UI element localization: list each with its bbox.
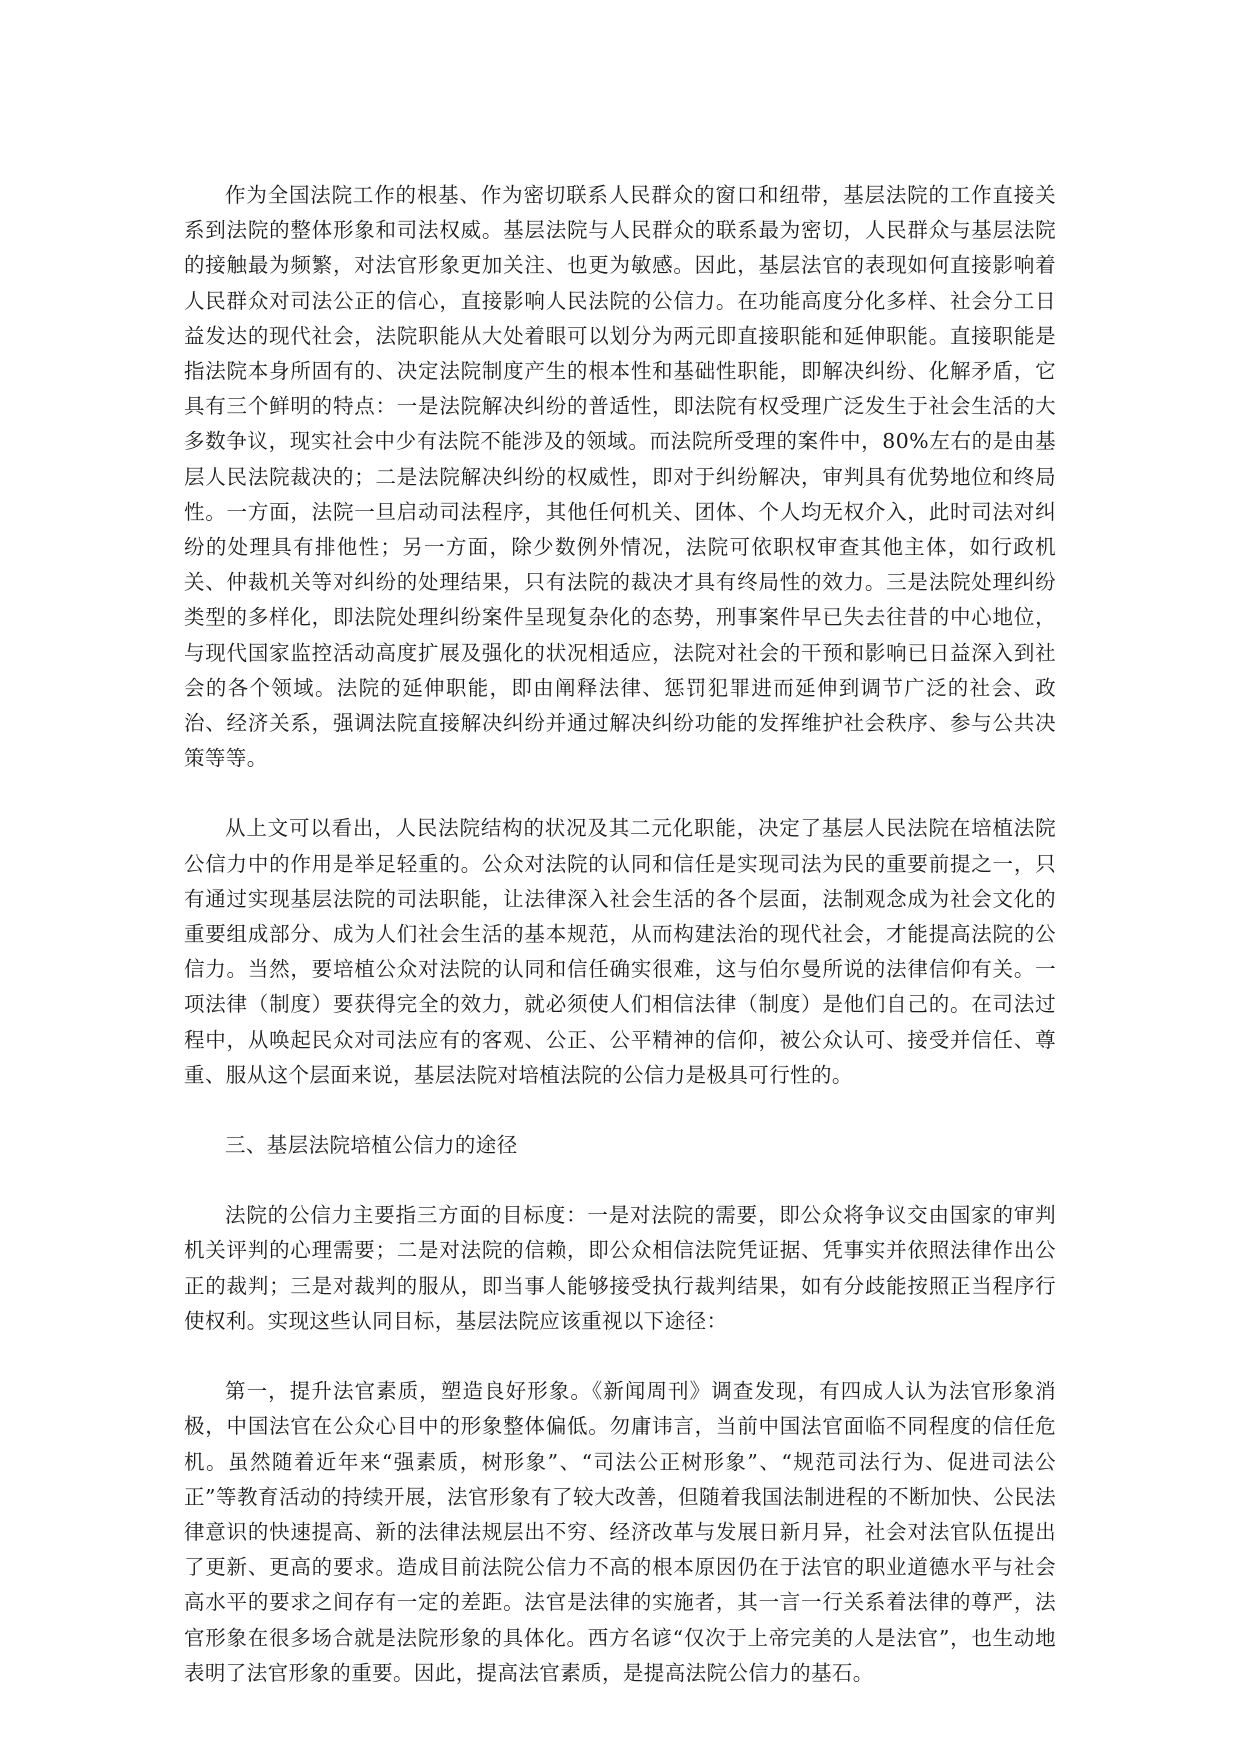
paragraph-credibility-goals: 法院的公信力主要指三方面的目标度：一是对法院的需要，即公众将争议交由国家的审判机关评判的心理需要；二是对法院的信赖，即公众相信法院凭证据、凭事实并依照法律作出公正的裁判；三是对裁判的服从，即当事人能够接受执行裁判结果，如有分歧能按照正当程序行使权利。实现这些认同目标，基层法院应该重视以下途径： bbox=[184, 1203, 1056, 1333]
section-heading: 三、基层法院培植公信力的途径 bbox=[225, 1133, 518, 1158]
paragraph-public-trust: 从上文可以看出，人民法院结构的状况及其二元化职能，决定了基层人民法院在培植法院公信力中的作用是举足轻重的。公众对法院的认同和信任是实现司法为民的重要前提之一，只有通过实现基层法院的司法职能，让法律深入社会生活的各个层面，法制观念成为社会文化的重要组成部分、成为人们社会生活的基本规范，从而构建法治的现代社会，才能提高法院的公信力。当然，要培植公众对法院的认同和信任确实很难，这与伯尔曼所说的法律信仰有关。一项法律（制度）要获得完全的效力，就必须使人们相信法律（制度）是他们自己的。在司法过程中，从唤起民众对司法应有的客观、公正、公平精神的信仰，被公众认可、接受并信任、尊重、服从这个层面来说，基层法院对培植法院的公信力是极具可行性的。 bbox=[184, 816, 1056, 1087]
paragraph-court-functions: 作为全国法院工作的根基、作为密切联系人民群众的窗口和纽带，基层法院的工作直接关系到法院的整体形象和司法权威。基层法院与人民群众的联系最为密切，人民群众与基层法院的接触最为频繁，对法官形象更加关注、也更为敏感。因此，基层法官的表现如何直接影响着人民群众对司法公正的信心，直接影响人民法院的公信力。在功能高度分化多样、社会分工日益发达的现代社会，法院职能从大处着眼可以划分为两元即直接职能和延伸职能。直接职能是指法院本身所固有的、决定法院制度产生的根本性和基础性职能，即解决纠纷、化解矛盾，它具有三个鲜明的特点：一是法院解决纠纷的普适性，即法院有权受理广泛发生于社会生活的大多数争议，现实社会中少有法院不能涉及的领域。而法院所受理的案件中，80%左右的是由基层人民法院裁决的；二是法院解决纠纷的权威性，即对于纠纷解决，审判具有优势地位和终局性。一方面，法院一旦启动司法程序，其他任何机关、团体、个人均无权介入，此时司法对纠纷的处理具有排他性；另一方面，除少数例外情况，法院可依职权审查其他主体，如行政机关、仲裁机关等对纠纷的处理结果，只有法院的裁决才具有终局性的效力。三是法院处理纠纷类型的多样化，即法院处理纠纷案件呈现复杂化的态势，刑事案件早已失去往昔的中心地位，与现代国家监控活动高度扩展及强化的状况相适应，法院对社会的干预和影响已日益深入到社会的各个领域。法院的延伸职能，即由阐释法律、惩罚犯罪进而延伸到调节广泛的社会、政治、经济关系，强调法院直接解决纠纷并通过解决纠纷功能的发挥维护社会秩序、参与公共决策等等。 bbox=[184, 183, 1056, 771]
document-body bbox=[184, 178, 1056, 1726]
paragraph-judge-quality: 第一，提升法官素质，塑造良好形象。《新闻周刊》调查发现，有四成人认为法官形象消极，中国法官在公众心目中的形象整体偏低。勿庸讳言，当前中国法官面临不同程度的信任危机。虽然随着近年来“强素质，树形象”、“司法公正树形象”、“规范司法行为、促进司法公正”等教育活动的持续开展，法官形象有了较大改善，但随着我国法制进程的不断加快、公民法律意识的快速提高、新的法律法规层出不穷、经济改革与发展日新月异，社会对法官队伍提出了更新、更高的要求。造成目前法院公信力不高的根本原因仍在于法官的职业道德水平与社会高水平的要求之间存有一定的差距。法官是法律的实施者，其一言一行关系着法律的尊严，法官形象在很多场合就是法院形象的具体化。西方名谚“仅次于上帝完美的人是法官”，也生动地表明了法官形象的重要。因此，提高法官素质，是提高法院公信力的基石。 bbox=[184, 1379, 1056, 1685]
